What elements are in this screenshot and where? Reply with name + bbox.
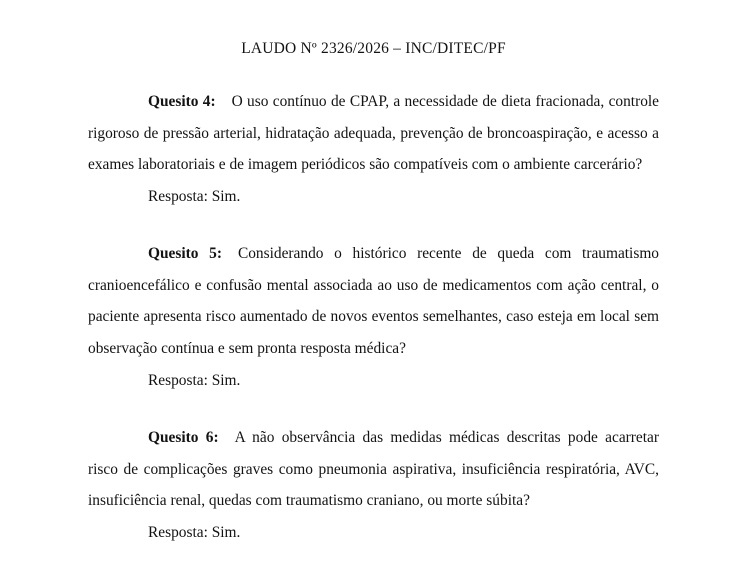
qa-block-3 (88, 422, 659, 548)
question-label: Quesito 6: (148, 429, 219, 447)
block-spacer (88, 412, 659, 422)
block-spacer (88, 228, 659, 238)
document-header: LAUDO Nº 2326/2026 – INC/DITEC/PF (241, 40, 506, 57)
answer-text: Resposta: Sim. (148, 187, 241, 205)
question-paragraph (88, 238, 659, 364)
question-text: Considerando o histórico recente de queda com traumatismo cranioencefálico e confusão mental associada ao uso de medicamentos com ação central, o paciente apresenta risco aumentado de novos eventos semelhantes, caso esteja em local sem observação contínua e sem pronta resposta médica? (88, 245, 659, 358)
question-label: Quesito 4: (148, 93, 216, 110)
question-label: Quesito 5: (148, 245, 222, 263)
qa-block-1 (88, 86, 659, 212)
question-paragraph (88, 86, 659, 181)
question-paragraph (88, 422, 659, 517)
qa-block-2 (88, 238, 659, 396)
document-page (0, 40, 747, 585)
answer-text: Resposta: Sim. (148, 523, 241, 541)
answer-text: Resposta: Sim. (148, 371, 241, 389)
question-text: O uso contínuo de CPAP, a necessidade de dieta fracionada, controle rigoroso de pressão arterial, hidratação adequada, prevenção de broncoaspiração, e acesso a exames laboratoriais e de imagem periódicos são compatíveis com o ambiente carcerário? (88, 93, 659, 174)
question-text: A não observância das medidas médicas descritas pode acarretar risco de complicações graves como pneumonia aspirativa, insuficiência respiratória, AVC, insuficiência renal, quedas com traumatismo craniano, ou morte súbita? (88, 429, 659, 510)
